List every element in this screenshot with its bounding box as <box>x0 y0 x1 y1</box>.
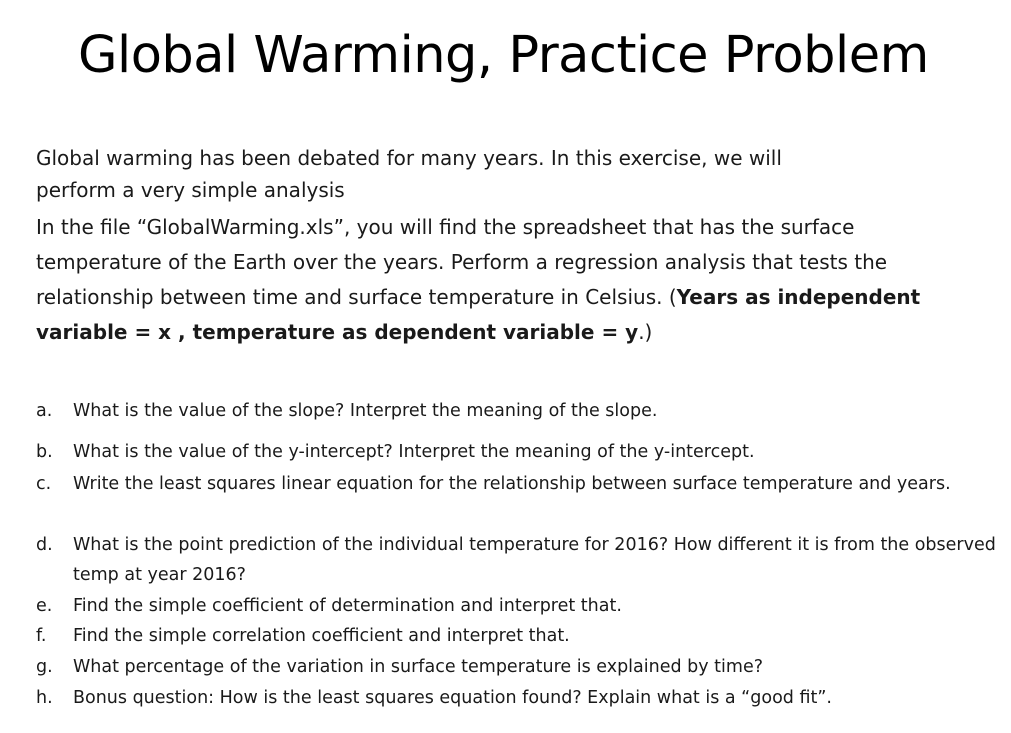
question-item-g <box>36 652 1001 682</box>
question-letter: c. <box>36 474 52 494</box>
problem-description-text: In the file “GlobalWarming.xls”, you will find the spreadsheet that has the surface temperature of the Earth over the years. Perform a regression analysis that tests the relationship between time and surface temperature in Celsius. ( <box>36 215 888 309</box>
question-letter: d. <box>36 535 53 555</box>
question-letter: f. <box>36 626 47 646</box>
question-letter: g. <box>36 657 53 677</box>
question-item-b <box>36 437 1001 467</box>
question-item-f <box>36 621 1001 651</box>
question-text: What is the value of the slope? Interpret the meaning of the slope. <box>73 401 658 421</box>
question-item-d <box>36 530 1001 590</box>
question-item-c <box>36 469 1001 499</box>
question-item-a <box>36 396 1001 426</box>
question-letter: e. <box>36 596 53 616</box>
question-text: Find the simple coefficient of determination and interpret that. <box>73 596 622 616</box>
intro-text: Global warming has been debated for many years. In this exercise, we will perform a very simple analysis <box>36 146 782 202</box>
question-text: Write the least squares linear equation for the relationship between surface temperature and years. <box>73 474 951 494</box>
variable-definition: Years as independent variable = x , temperature as dependent variable = y <box>36 285 921 344</box>
question-item-h <box>36 683 1001 713</box>
question-letter: h. <box>36 688 53 708</box>
question-letter: a. <box>36 401 53 421</box>
question-text: What is the point prediction of the individual temperature for 2016? How different it is from the observed temp at year 2016? <box>73 535 996 585</box>
page-title: Global Warming, Practice Problem <box>78 26 929 85</box>
problem-description-end: .) <box>638 320 653 344</box>
question-text: Find the simple correlation coefficient and interpret that. <box>73 626 570 646</box>
question-text: What percentage of the variation in surface temperature is explained by time? <box>73 657 764 677</box>
question-text: What is the value of the y-intercept? Interpret the meaning of the y-intercept. <box>73 442 755 462</box>
question-text: Bonus question: How is the least squares equation found? Explain what is a “good fit”. <box>73 688 832 708</box>
question-item-e <box>36 591 1001 621</box>
question-letter: b. <box>36 442 53 462</box>
